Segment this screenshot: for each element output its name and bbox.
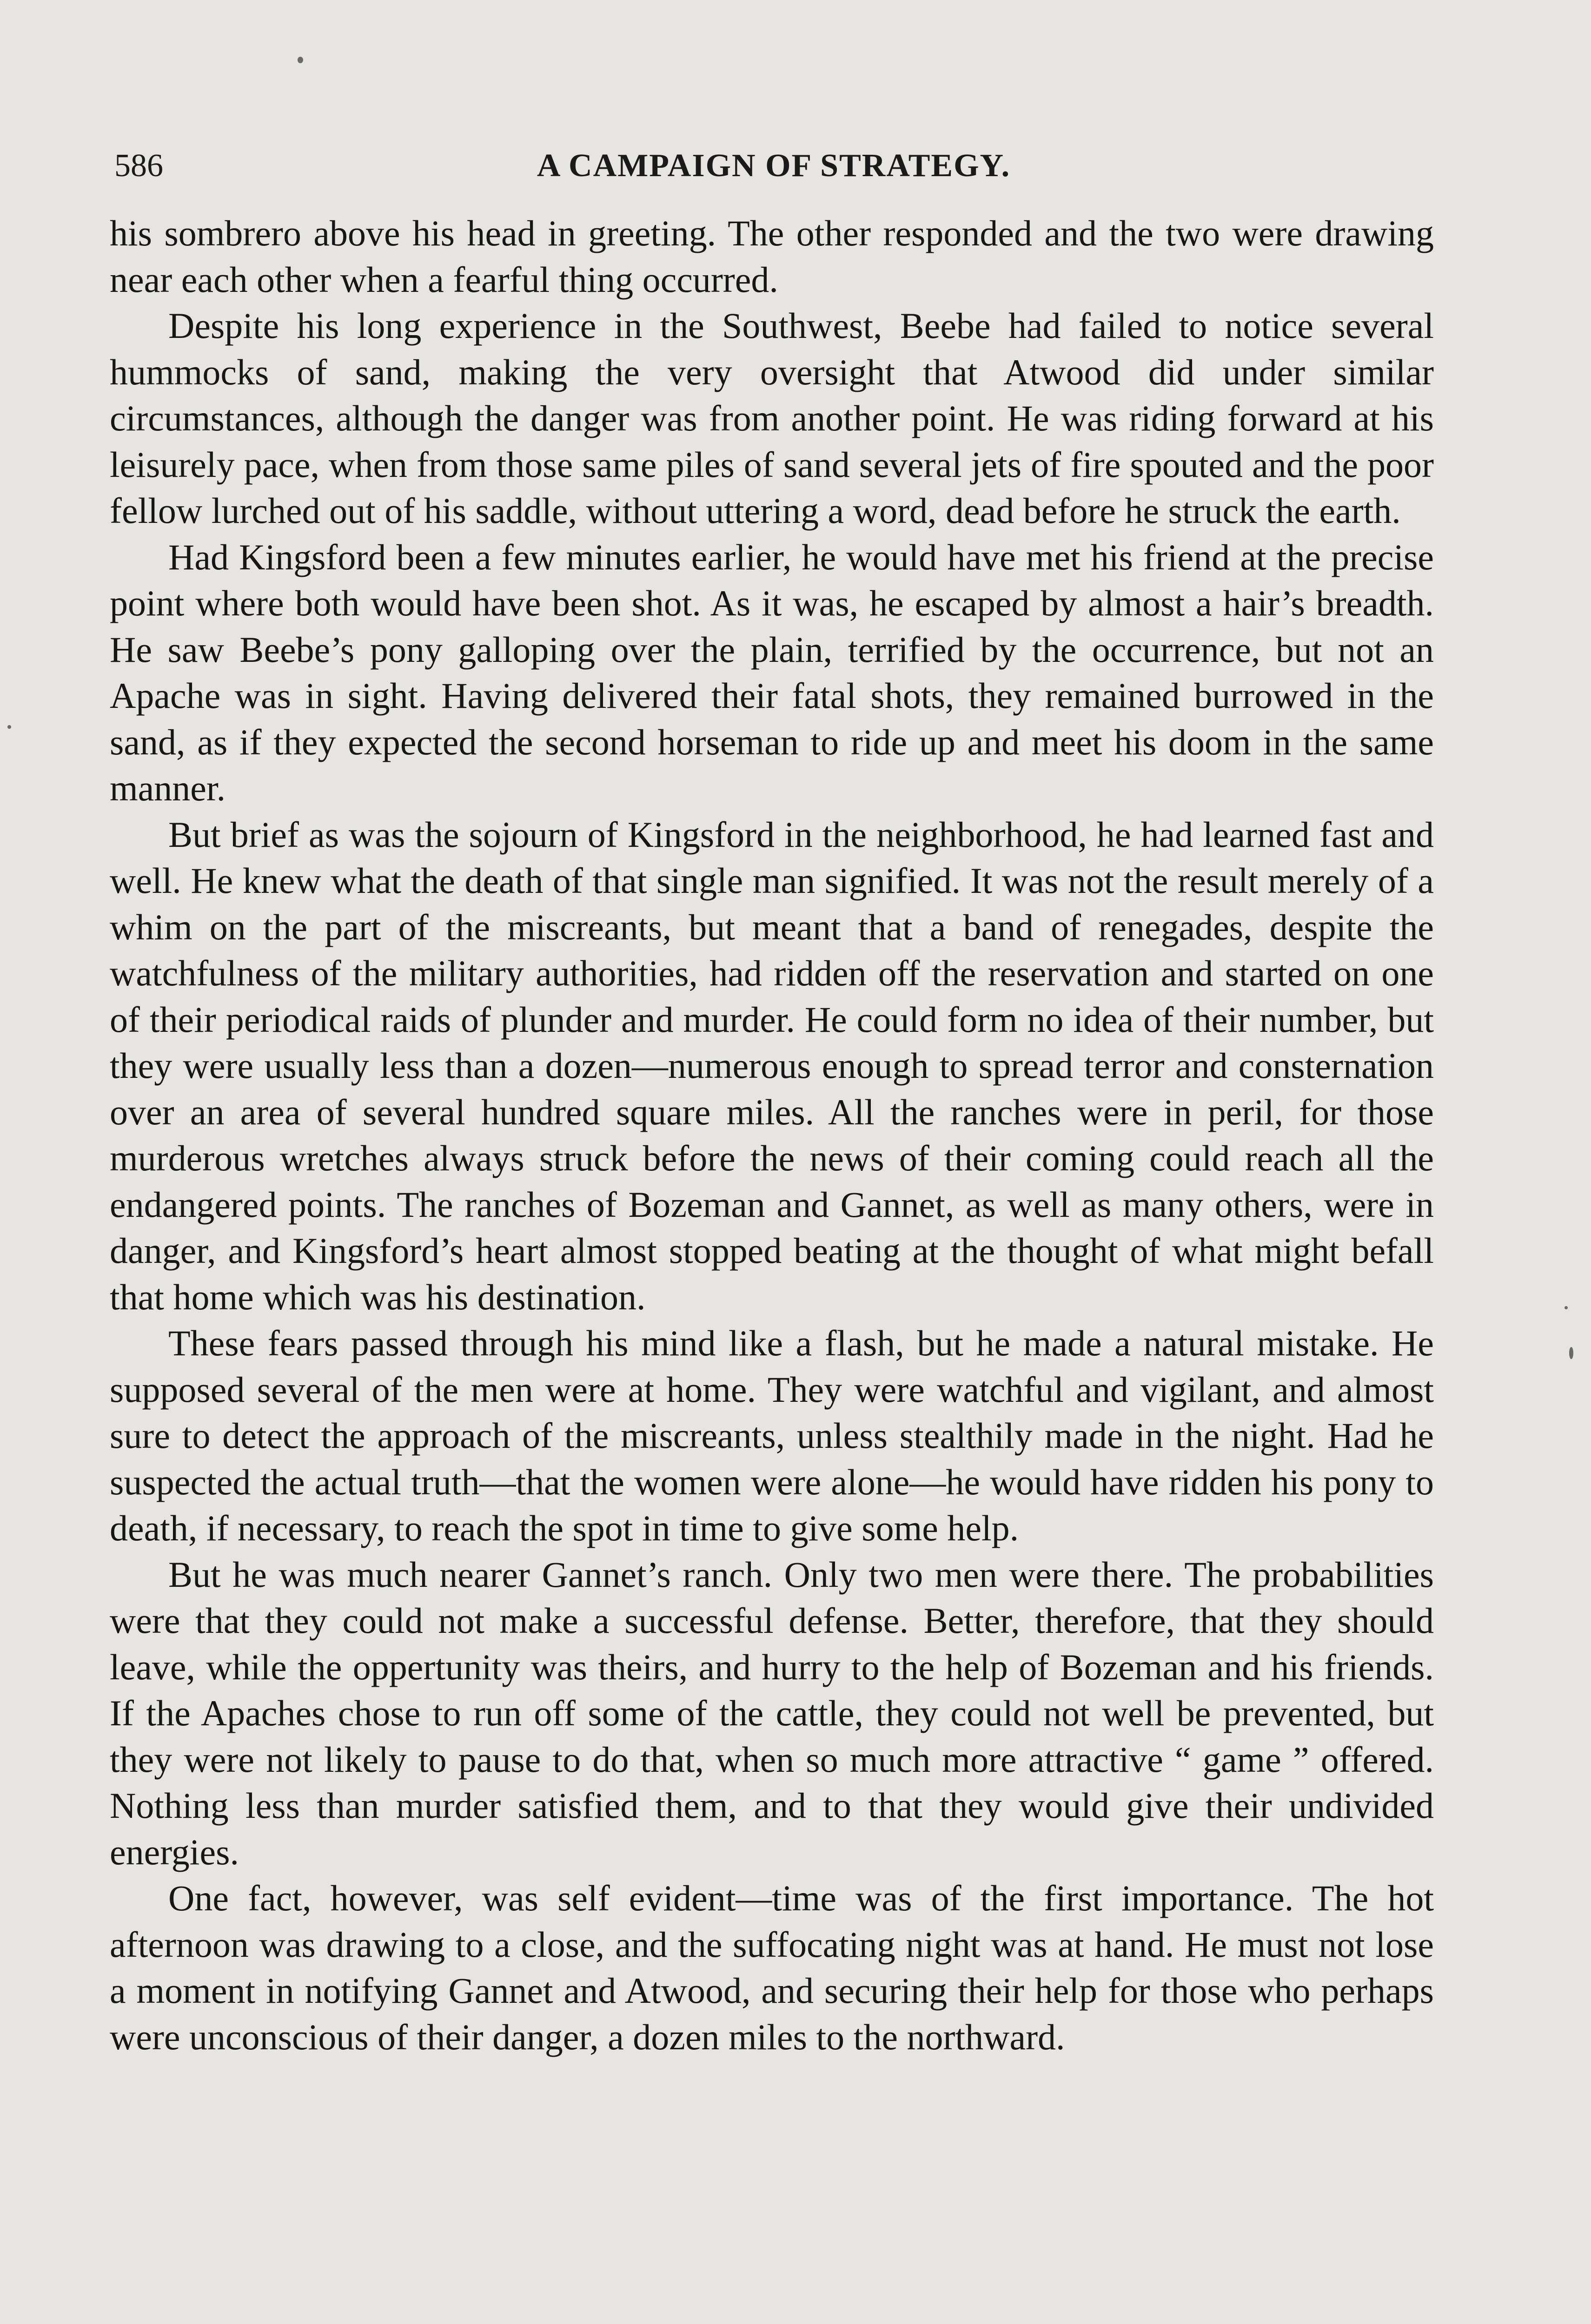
paper-speck	[1564, 1306, 1568, 1309]
paragraph-7: One fact, however, was self evident—time was of the first importance. The hot afternoon was drawing to a close, and the suffocating night was at hand. He must not lose a moment in notifying Gannet and Atwood, and securing their help for those who perhaps were unconscious of their danger, a dozen miles to the northward.	[110, 1878, 1434, 2057]
paper-speck	[7, 725, 11, 729]
paragraph-1: his sombrero above his head in greeting. The other responded and the two were drawing near each other when a fearful thing occurred.	[110, 213, 1434, 300]
running-title: A CAMPAIGN OF STRATEGY.	[537, 148, 1011, 184]
paragraph-5: These fears passed through his mind like a flash, but he made a natural mistake. He supposed several of the men were at home. They were watchful and vigilant, and almost sure to detect the approach of the miscreants, unless stealthily made in the night. Had he suspected the actual truth—that the women were alone—he would have ridden his pony to death, if necessary, to reach the spot in time to give some help.	[110, 1323, 1434, 1548]
page-number: 586	[114, 148, 163, 184]
paragraph-4: But brief as was the sojourn of Kingsford in the neighborhood, he had learned fast and well. He knew what the death of that single man signified. It was not the result merely of a whim on the part of the miscreants, but meant that a band of renegades, despite the watchfulness of the military authorities, had ridden off the reservation and started on one of their periodical raids of plunder and murder. He could form no idea of their number, but they were usually less than a dozen—numerous enough to spread terror and consternation over an area of several hundred square miles. All the ranches were in peril, for those murderous wretches always struck before the news of their coming could reach all the endangered points. The ranches of Bozeman and Gannet, as well as many others, were in danger, and Kingsford’s heart almost stopped beating at the thought of what might befall that home which was his destination.	[110, 814, 1434, 1317]
paper-speck	[1569, 1347, 1573, 1359]
paragraph-6: But he was much nearer Gannet’s ranch. Only two men were there. The probabilities were that they could not make a successful defense. Better, therefore, that they should leave, while the oppertunity was theirs, and hurry to the help of Bozeman and his friends. If the Apaches chose to run off some of the cattle, they could not well be prevented, but they were not likely to pause to do that, when so much more attractive “ game ” offered. Nothing less than murder satisfied them, and to that they would give their undivided energies.	[110, 1554, 1434, 1872]
paragraph-2: Despite his long experience in the Southwest, Beebe had failed to notice several hummocks of sand, making the very oversight that Atwood did under similar circumstances, although the danger was from another point. He was riding forward at his leisurely pace, when from those same piles of sand several jets of fire spouted and the poor fellow lurched out of his saddle, without uttering a word, dead before he struck the earth.	[110, 305, 1434, 531]
paragraph-3: Had Kingsford been a few minutes earlier, he would have met his friend at the precise point where both would have been shot. As it was, he escaped by almost a hair’s breadth. He saw Beebe’s pony galloping over the plain, terrified by the occurrence, but not an Apache was in sight. Having delivered their fatal shots, they remained burrowed in the sand, as if they expected the second horseman to ride up and meet his doom in the same manner.	[110, 536, 1434, 808]
paper-speck	[298, 57, 303, 63]
body-text	[110, 210, 1434, 2060]
running-head	[114, 140, 1433, 191]
